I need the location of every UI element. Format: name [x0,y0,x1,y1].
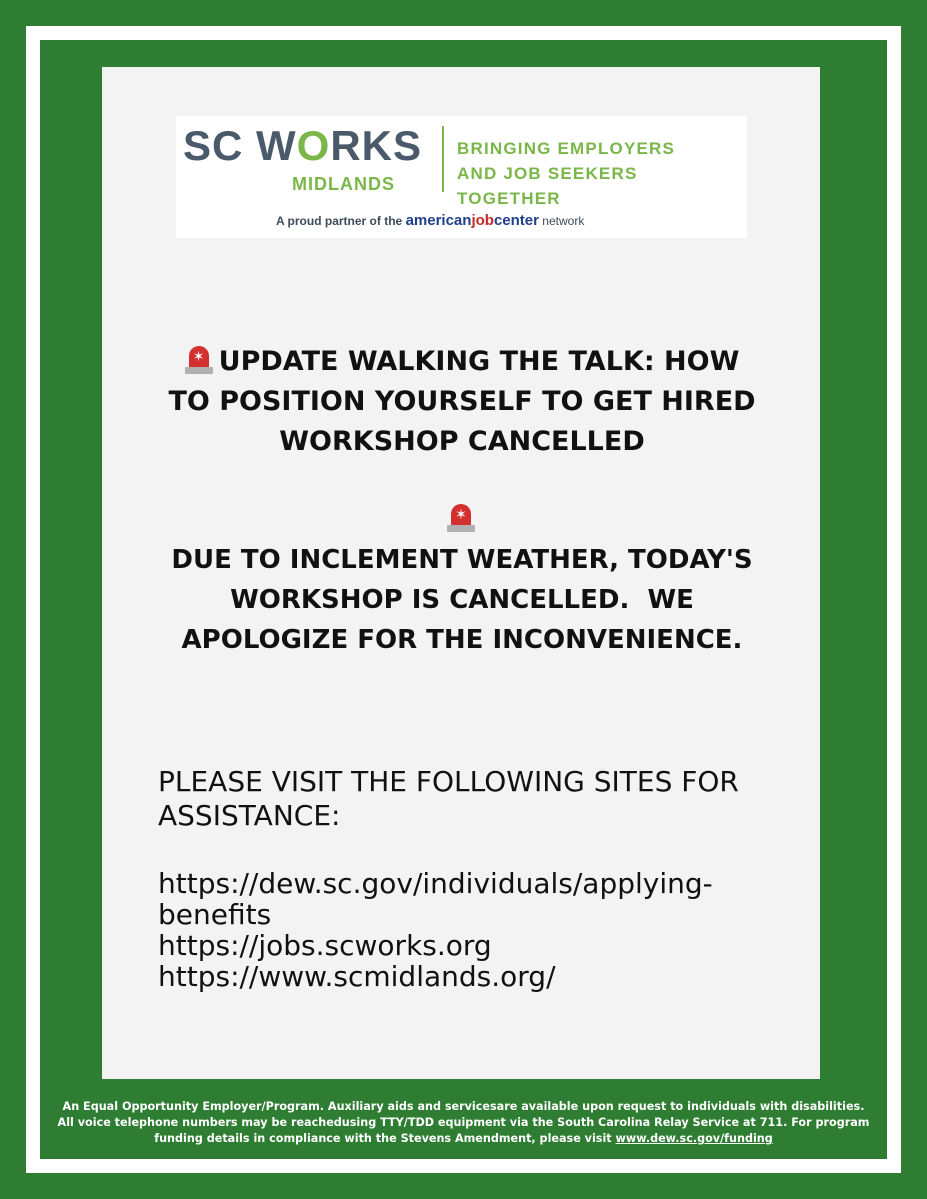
link-jobs-scworks[interactable]: https://jobs.scworks.org [158,929,492,962]
headline-line3: WORKSHOP CANCELLED [279,426,645,457]
headline [142,342,782,462]
partner-suffix: network [538,214,585,228]
funding-link[interactable]: www.dew.sc.gov/funding [615,1132,773,1145]
logo-tagline-line1: BRINGING EMPLOYERS [457,139,676,158]
logo-divider [442,126,444,192]
assistance-links [158,868,798,992]
logo-name-part2: RKS [330,122,423,169]
logo-wordmark [183,122,422,170]
police-light-icon: ✶ [185,346,213,374]
notice-line1: DUE TO INCLEMENT WEATHER, TODAY'S [171,545,753,575]
footer-line3 [40,1131,887,1147]
headline-line2: TO POSITION YOURSELF TO GET HIRED [168,386,756,417]
footer-disclaimer [40,1099,887,1147]
partner-prefix: A proud partner of the [276,214,406,228]
headline-line1-text: UPDATE WALKING THE TALK: HOW [218,346,740,377]
partner-center: center [493,212,539,229]
footer-line1: An Equal Opportunity Employer/Program. Auxiliary aids and servicesare available upon request to individuals with disabilities. [62,1100,865,1113]
logo-tagline-line2: AND JOB SEEKERS TOGETHER [457,164,638,208]
link-scmidlands[interactable]: https://www.scmidlands.org/ [158,960,556,993]
sc-works-logo [176,116,747,238]
footer-line2: All voice telephone numbers may be reachedusing TTY/TDD equipment via the South Carolina Relay Service at 711. For program [57,1116,870,1129]
logo-subtitle: MIDLANDS [292,174,395,194]
cancellation-notice [132,540,792,660]
notice-line2: WORKSHOP IS CANCELLED. WE [230,585,694,615]
police-light-icon: ✶ [447,504,481,532]
partner-american: american [405,212,472,229]
link-dew-benefits[interactable]: https://dew.sc.gov/individuals/applying-benefits [158,867,713,931]
logo-tagline [457,136,747,211]
notice-line3: APOLOGIZE FOR THE INCONVENIENCE. [181,625,743,655]
flyer-panel [102,67,820,1079]
logo-partner-line [276,212,584,229]
footer-line3-text: funding details in compliance with the Stevens Amendment, please visit [154,1132,616,1145]
logo-name-v: O [296,122,331,169]
partner-job: job [471,212,494,229]
logo-name-part1: SC W [183,122,297,169]
headline-line1 [142,342,782,382]
visit-instructions: PLEASE VISIT THE FOLLOWING SITES FOR ASSISTANCE: [158,765,739,832]
